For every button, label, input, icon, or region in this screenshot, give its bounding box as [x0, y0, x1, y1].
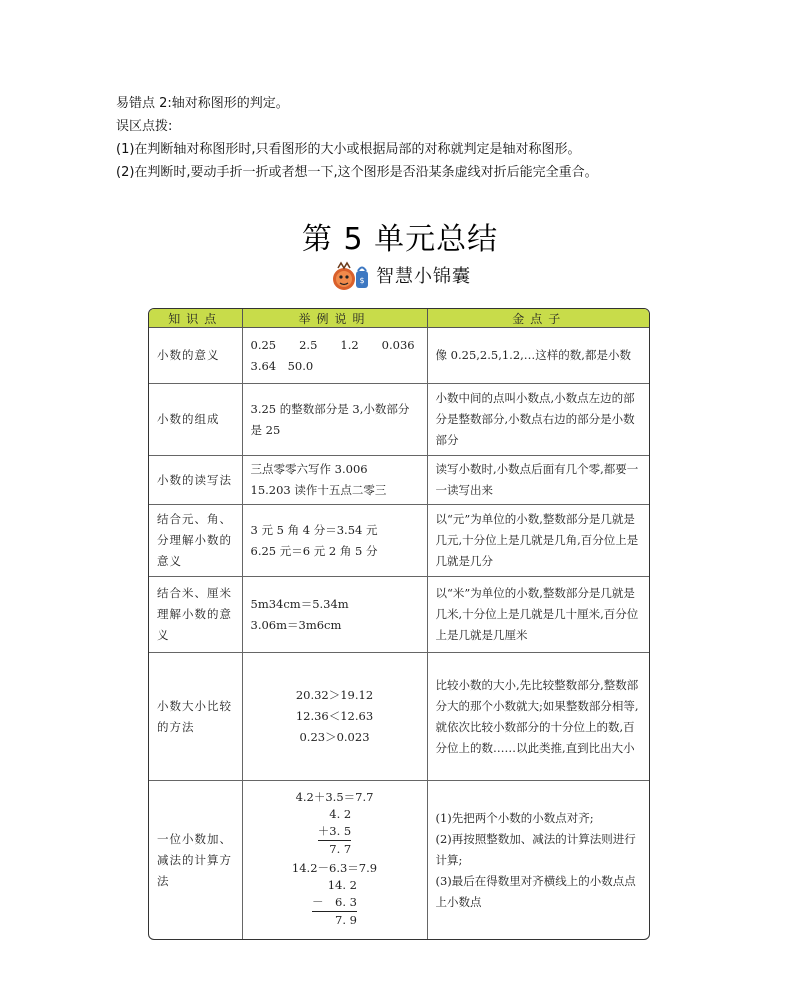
topic-cell: 结合元、角、分理解小数的意义: [149, 505, 242, 577]
topic-cell: 小数的读写法: [149, 456, 242, 505]
example-cell: [242, 505, 427, 577]
tip-cell: 比较小数的大小,先比较整数部分,整数部分大的那个小数就大;如果整数部分相等,就依次比较小数部分的十分位上的数,百分位上的数……以此类推,直到比出大小: [427, 653, 650, 781]
table-header-row: [149, 309, 650, 328]
example-line: 0.23＞0.023: [299, 730, 370, 744]
subtitle-row: [330, 258, 471, 292]
mistake-point-1: (1)在判断轴对称图形时,只看图形的大小或根据局部的对称就判定是轴对称图形。: [116, 142, 581, 157]
table-row: [149, 653, 650, 781]
addition-equation: 4.2＋3.5＝7.7: [295, 790, 374, 804]
vertical-result: 7. 7: [329, 842, 352, 856]
summary-table: [148, 308, 650, 940]
example-line: 3.06m＝3m6cm: [250, 617, 342, 632]
vertical-result: 7. 9: [335, 913, 357, 927]
table-row: [149, 328, 650, 384]
example-cell: [242, 653, 427, 781]
example-line: 15.203 读作十五点二零三: [250, 483, 387, 497]
subtraction-equation: 14.2－6.3＝7.9: [291, 861, 378, 875]
tip-line: (2)再按照整数加、减法的计算法则进行计算;: [435, 831, 636, 867]
topic-cell: 结合米、厘米理解小数的意义: [149, 577, 242, 653]
example-line: 3 元 5 角 4 分＝3.54 元: [250, 522, 378, 537]
example-cell: [242, 456, 427, 505]
example-cell: 3.25 的整数部分是 3,小数部分是 25: [242, 384, 427, 456]
unit-title: 第 5 单元总结: [301, 222, 499, 257]
table-row: [149, 384, 650, 456]
header-example: 举例说明: [242, 309, 427, 328]
header-tip: 金点子: [427, 309, 650, 328]
tip-line: (3)最后在得数里对齐横线上的小数点点上小数点: [435, 873, 636, 909]
example-line: 5m34cm＝5.34m: [250, 596, 349, 611]
tip-line: (1)先把两个小数的小数点对齐;: [435, 810, 594, 825]
vertical-subtraction: [312, 877, 357, 929]
table-row: [149, 577, 650, 653]
intro-section: [116, 92, 756, 184]
svg-text:$: $: [359, 276, 365, 285]
mistake-point-2: (2)在判断时,要动手折一折或者想一下,这个图形是否沿某条虚线对折后能完全重合。: [116, 165, 598, 180]
topic-cell: 小数的意义: [149, 328, 242, 384]
mistake-label: 误区点拨:: [116, 119, 173, 134]
tip-cell: [427, 781, 650, 940]
tip-cell: 小数中间的点叫小数点,小数点左边的部分是整数部分,小数点右边的部分是小数部分: [427, 384, 650, 456]
table-row: [149, 456, 650, 505]
table-row: [149, 505, 650, 577]
topic-cell: 小数的组成: [149, 384, 242, 456]
example-line: 0.25 2.5 1.2 0.036: [250, 337, 415, 352]
header-knowledge: 知识点: [149, 309, 242, 328]
vertical-operand: ＋3. 5: [318, 823, 351, 841]
example-line: 12.36＜12.63: [295, 709, 374, 723]
tip-cell: 以“元”为单位的小数,整数部分是几就是几元,十分位上是几就是几角,百分位上是几就是几分: [427, 505, 650, 577]
vertical-addition: [318, 806, 351, 858]
tip-cell: 像 0.25,2.5,1.2,…这样的数,都是小数: [427, 328, 650, 384]
example-line: 三点零零六写作 3.006: [250, 462, 368, 476]
vertical-operand: 14. 2: [327, 878, 357, 892]
topic-cell: 一位小数加、减法的计算方法: [149, 781, 242, 940]
tip-cell: 以“米”为单位的小数,整数部分是几就是几米,十分位上是几就是几十厘米,百分位上是几就是几厘米: [427, 577, 650, 653]
mascot-icon: [330, 258, 372, 292]
vertical-operand: 4. 2: [329, 807, 352, 821]
example-line: 6.25 元＝6 元 2 角 5 分: [250, 543, 378, 558]
subtitle-text: 智慧小锦囊: [376, 266, 471, 287]
topic-cell: 小数大小比较的方法: [149, 653, 242, 781]
example-cell: [242, 577, 427, 653]
tip-cell: 读写小数时,小数点后面有几个零,都要一一读写出来: [427, 456, 650, 505]
example-line: 20.32＞19.12: [295, 688, 374, 702]
calc-cell: [242, 781, 427, 940]
example-cell: [242, 328, 427, 384]
mistake-heading: 易错点 2:轴对称图形的判定。: [116, 96, 289, 111]
vertical-operand: － 6. 3: [312, 894, 357, 912]
example-line: 3.64 50.0: [250, 358, 314, 373]
table-row: [149, 781, 650, 940]
